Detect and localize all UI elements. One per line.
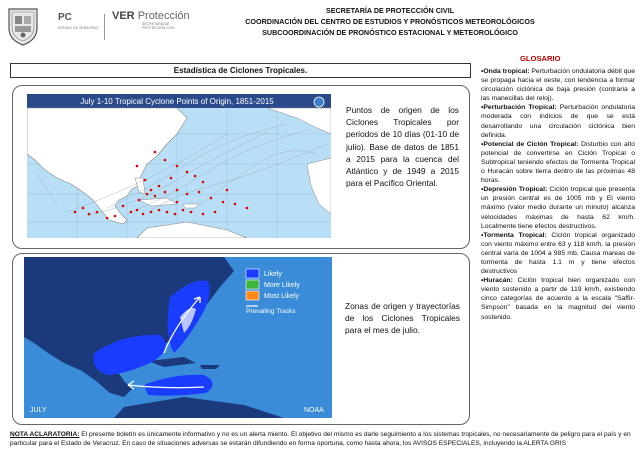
glossary-item	[481, 67, 635, 103]
glossary-term: •Huracán:	[481, 277, 513, 285]
glossary-definition: Perturbación ondulatoria débil que se propaga hacia el oeste, con tendencia a formar circulación ciclónica de baja presión (contraria a las manecillas del reloj).	[481, 68, 635, 103]
glossary-term: •Onda tropical:	[481, 68, 530, 75]
glossary-item	[481, 103, 635, 139]
proteccion-logo-text: Protección	[137, 10, 190, 22]
cyclone-zones-map	[24, 257, 332, 418]
glossary-item	[481, 231, 635, 276]
glossary-term: •Depresión Tropical:	[481, 186, 548, 194]
map1-title: July 1-10 Tropical Cyclone Points of Origin, 1851-2015	[80, 97, 274, 106]
ver-logo-sub1: SECRETARÍA DE	[142, 22, 170, 26]
glossary-list	[481, 67, 635, 322]
header-line-1: SECRETARÍA DE PROTECCIÓN CIVIL	[325, 6, 455, 15]
glossary-definition: Ciclón tropical bien organizado con viento sostenido a partir de 119 km/h, existiendo cinco categorías de acuerdo a la escala "Saffir-Simpson" basada en la magnitud del viento sostenido.	[481, 277, 635, 321]
pc-logo-text: PC	[58, 12, 72, 23]
pc-logo	[58, 12, 98, 38]
section-title: Estadística de Ciclones Tropicales.	[10, 63, 471, 78]
glossary-term: •Perturbación Tropical:	[481, 104, 557, 112]
header-line-3: SUBCOORDINACIÓN DE PRONÓSTICO ESTACIONAL Y METEOROLÓGICO	[262, 28, 518, 37]
pc-logo-subtext: ESTADO DE VERACRUZ	[58, 26, 99, 30]
noaa-emblem-icon	[314, 97, 324, 107]
glossary-item	[481, 185, 635, 230]
glossary-title: GLOSARIO	[520, 54, 561, 63]
glossary-definition: Disturbio con alto potencial de convertirse en Ciclón Tropical o Subtropical teniendo efectos de Tormenta Tropical o Huracán sobre tierra dentro de las próximas 48 horas.	[481, 140, 635, 185]
map2-source-label: NOAA	[304, 407, 324, 414]
glossary-item	[481, 140, 635, 185]
glossary-term: •Potencial de Ciclón Tropical:	[481, 140, 579, 148]
glossary-term: •Tormenta Tropical:	[481, 231, 547, 239]
glossary-definition: Ciclón tropical organizado con viento máximo entre 63 y 118 km/h, la presión central varía de 1004 a 985 mb. Causa mareas de tormenta de hasta 1.1 m y tiene efectos destructivos	[481, 231, 635, 276]
header-line-2: COORDINACIÓN DEL CENTRO DE ESTUDIOS Y PRONÓSTICOS METEOROLÓGICOS	[245, 17, 535, 26]
ver-logo-sub2: PROTECCIÓN CIVIL	[142, 26, 176, 30]
cyclone-origin-map	[27, 94, 331, 238]
glossary-item	[481, 276, 635, 321]
map2-month-label: JULY	[30, 407, 47, 414]
map2-description: Zonas de origen y trayectorías de los Ciclones Tropicales para el mes de julio.	[345, 301, 460, 336]
legend-likely: Likely	[264, 271, 282, 278]
disclaimer-note	[10, 430, 636, 448]
glossary-definition: Ciclón tropical que presenta un presión central es de 1005 mb y El viento máximo (valor medio durante un minuto) alcanza velocidades máximas de hasta 62 km/h. Localmente tiene efectos destructivos.	[481, 186, 635, 230]
state-seal-logo	[6, 6, 40, 46]
map1-description: Puntos de origen de los Ciclones Tropicales por periodos de 10 días (01-10 de julio). Base de datos de 1851 a 2015 para la cuenca del Atlántico y de 1949 a 2015 para el Pacífico Oriental.	[346, 105, 459, 189]
logo-divider	[104, 14, 105, 40]
legend-most-likely: Most Likely	[264, 293, 300, 300]
legend-prevailing-tracks: Prevailing Tracks	[246, 308, 296, 315]
disclaimer-label: NOTA ACLARATORIA:	[10, 431, 80, 438]
ver-logo-text: VER	[112, 10, 135, 22]
glossary-definition: Perturbación ondulatoria moderada con indicios de que se está desarrollando una circulación ciclónica bien definida.	[481, 104, 635, 139]
legend-more-likely: More Likely	[264, 282, 300, 289]
disclaimer-text: El presente boletín es únicamente informativo y no es un alerta miento. El objetivo del mismo es darle seguimiento a los sistemas tropicales, no necesariamente de peligro para el país y en particular para el Estado de Veracruz. En caso de situaciones adversas se estarán difundiendo en forma oportuna, como hasta ahora, los AVISOS ESPECIALES, incluyendo la ALERTA GRIS	[10, 431, 631, 447]
ver-proteccion-logo	[112, 10, 192, 40]
